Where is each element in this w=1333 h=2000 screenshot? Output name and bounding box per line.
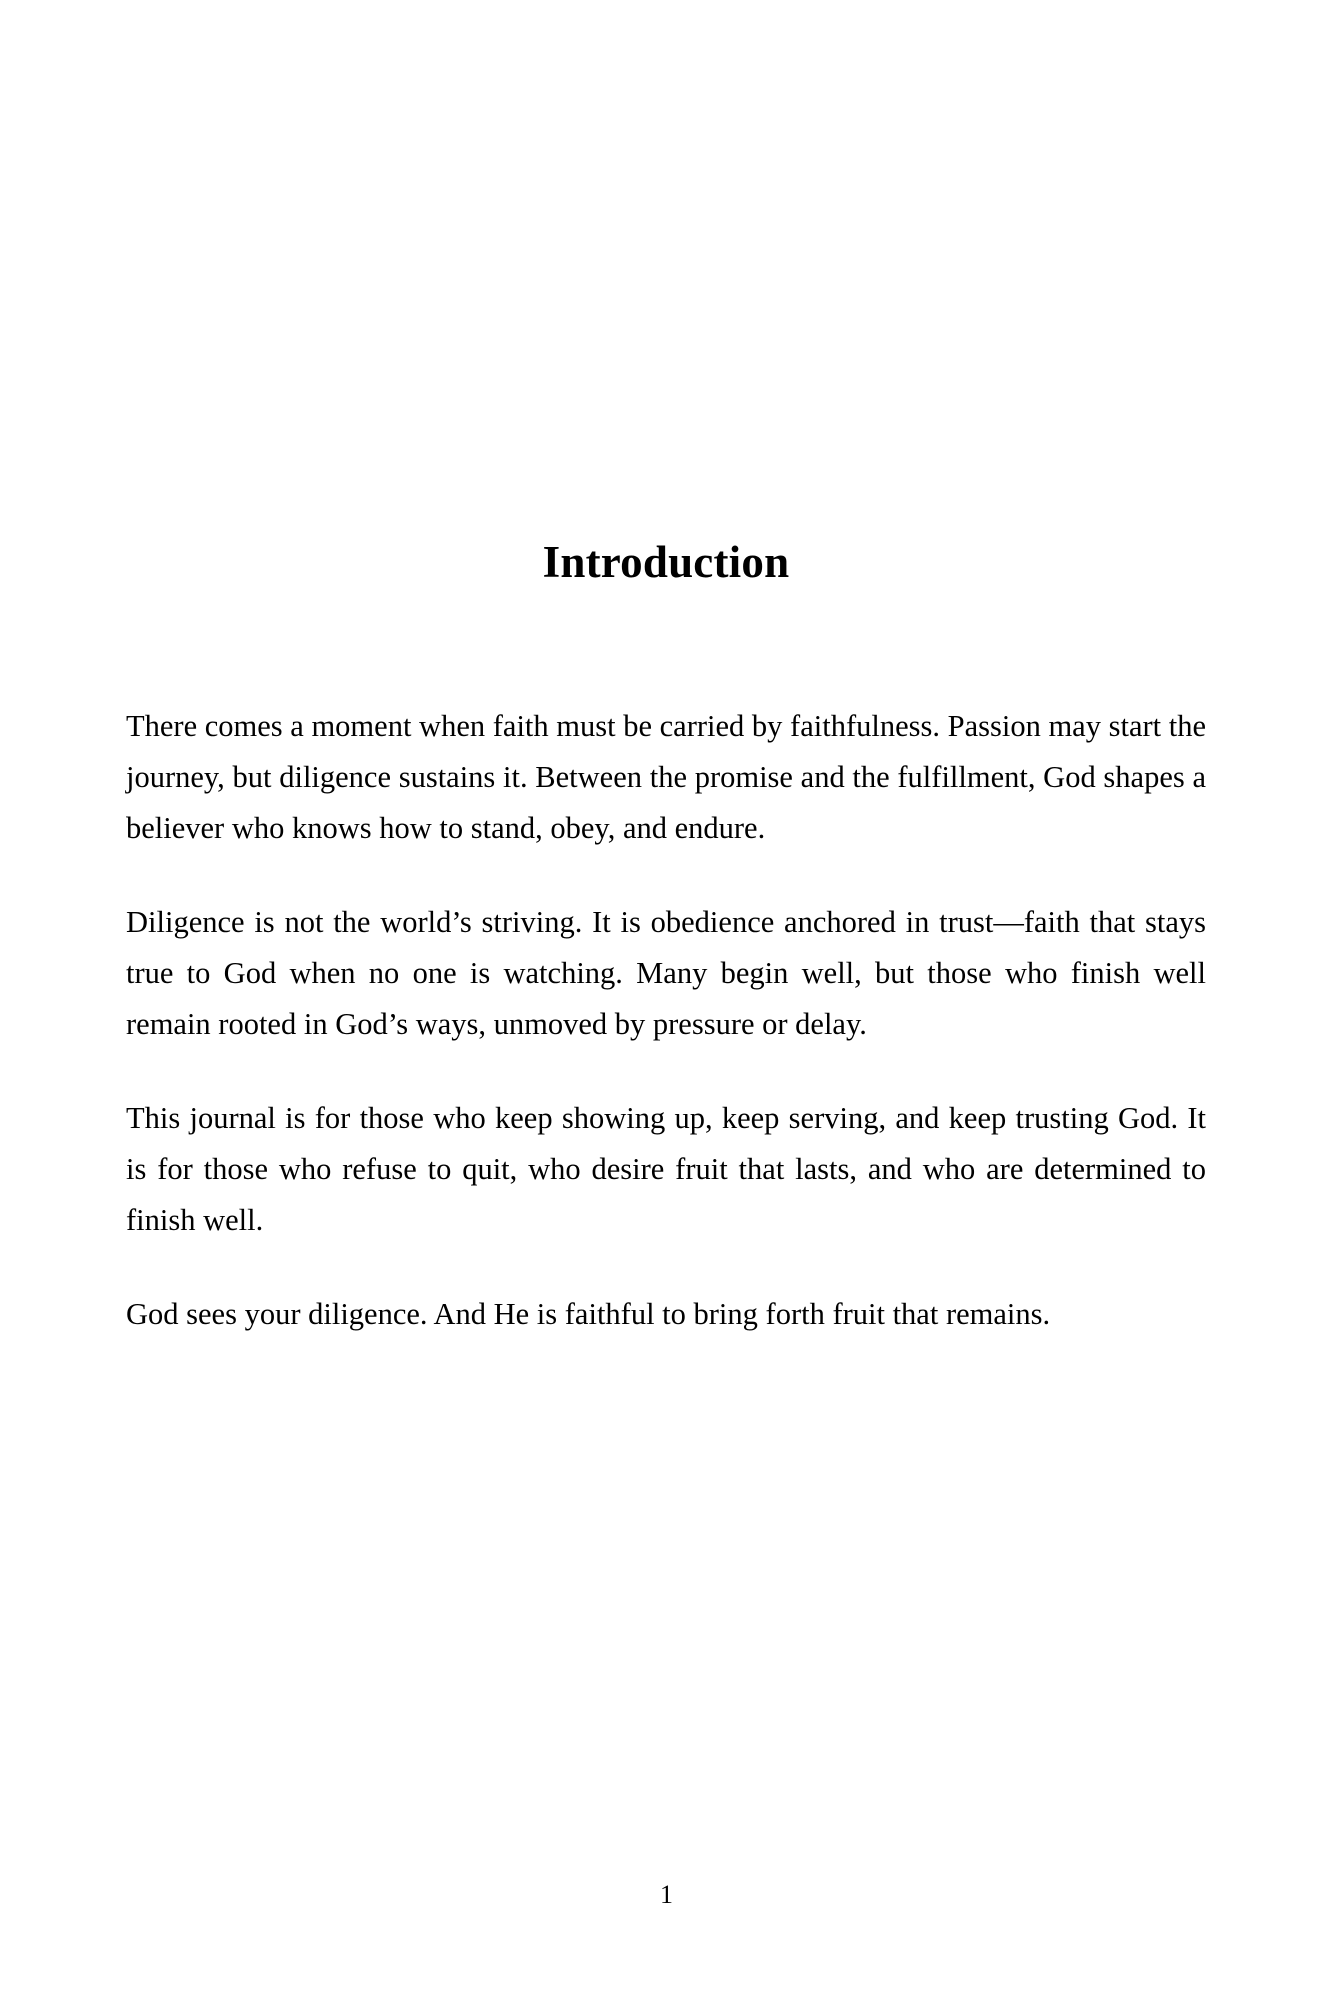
- page-content: [126, 0, 1206, 1340]
- paragraph: God sees your diligence. And He is faithful to bring forth fruit that remains.: [126, 1297, 1051, 1331]
- paragraph: There comes a moment when faith must be carried by faithfulness. Passion may start the journey, but diligence sustains it. Between the promise and the fulfillment, God shapes a believer who knows how to stand, obey, and endure.: [126, 709, 1206, 845]
- paragraph: This journal is for those who keep showing up, keep serving, and keep trusting God. It is for those who refuse to quit, who desire fruit that lasts, and who are determined to finish well.: [126, 1101, 1206, 1237]
- body-text: [126, 701, 1206, 1340]
- page-title: Introduction: [542, 537, 790, 587]
- page-number: 1: [660, 1880, 673, 1909]
- paragraph: Diligence is not the world’s striving. It is obedience anchored in trust—faith that stays true to God when no one is watching. Many begin well, but those who finish well remain rooted in God’s ways, unmoved by pressure or delay.: [126, 905, 1206, 1041]
